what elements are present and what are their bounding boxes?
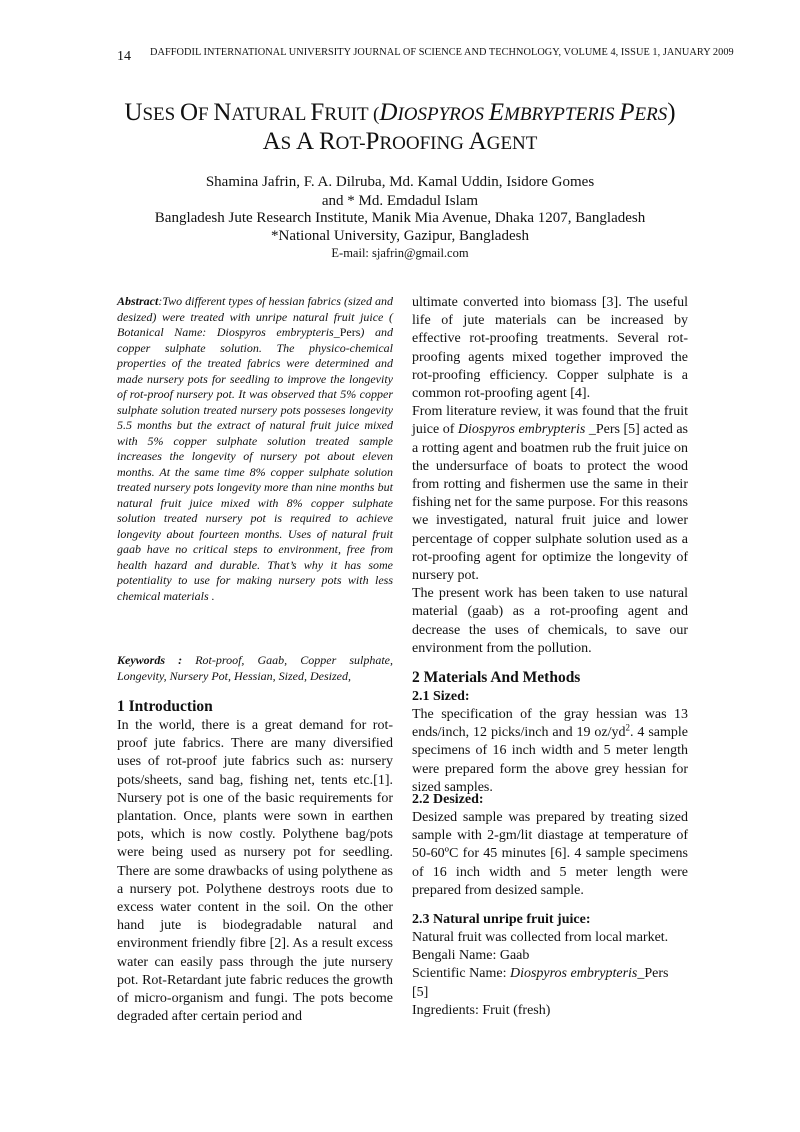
authors-line2: and * Md. Emdadul Islam — [321, 193, 479, 209]
authors-line1: Shamina Jafrin, F. A. Dilruba, Md. Kamal Uddin, Isidore Gomes — [205, 174, 595, 190]
right-column-text — [412, 294, 688, 658]
section-heading-methods: 2 Materials And Methods — [412, 669, 581, 686]
subsection-heading-sized: 2.1 Sized: — [412, 689, 470, 704]
fruit-juice-text: Natural fruit was collected from local market. Bengali Name: Gaab Scientific Name: Diospyros embrypteris_Pers [5] Ingredients: Fruit (fresh) — [412, 930, 669, 1018]
page-number: 14 — [117, 49, 131, 64]
paper-title-line1: USES OF NATURAL FRUIT (DIOSPYROS EMBRYPTERIS PERS) — [124, 99, 676, 126]
paragraph: ultimate converted into biomass [3]. The useful life of jute materials can be increased by effective rot-proofing treatments. Several rot-proofing agents mixed together improved the rot-proofing efficiency. Copper sulphate is a common rot-proofing agent [4]. — [412, 295, 688, 402]
paragraph: The present work has been taken to use natural material (gaab) as a rot-proofing agent and decrease the uses of chemicals, to save our environment from the pollution. — [412, 586, 688, 656]
abstract: Abstract:Two different types of hessian fabrics (sized and desized) were treated with unripe natural fruit juice ( Botanical Name: Diospyros embrypteris_Pers) and copper sulphate solution. The physico-chemical properties of the treated fabrics were determined and made nursery pots for seedling to improve the longevity of rot-proof nursery pot. It was observed that 5% copper sulphate solution treated nursery pots posseses longevity 5.5 months but the extract of natural fruit juice mixed with 5% copper sulphate solution treated sample increases the longevity of nursery pot about eleven months. At the same time 8% copper sulphate solution treated nursery pots longevity more than nine months but natural fruit juice mixed with 8% copper sulphate solution treated nursery pot is required to achieve longevity about fourteen months. Uses of natural fruit gaab have no critical steps to environment, free from health hazard and durable. That’s why it has some potentiality to use for making nursery pots with less chemical materials . — [117, 294, 393, 603]
desized-text: Desized sample was prepared by treating sized sample with 2-gm/lit diastage at temperature of 50-60ºC for 45 minutes [6]. 4 sample specimens of 16 inch width and 5 meter length were prepared from desized sample. — [412, 810, 688, 898]
subsection-heading-fruit-juice: 2.3 Natural unripe fruit juice: — [412, 912, 591, 927]
subsection-heading-desized: 2.2 Desized: — [412, 792, 484, 807]
paper-title-line2: AS A ROT-PROOFING AGENT — [262, 128, 538, 155]
section-heading-introduction: 1 Introduction — [117, 698, 213, 715]
keywords: Keywords : Rot-proof, Gaab, Copper sulphate, Longevity, Nursery Pot, Hessian, Sized, Desized, — [117, 653, 393, 683]
affiliation-1: Bangladesh Jute Research Institute, Manik Mia Avenue, Dhaka 1207, Bangladesh — [154, 210, 646, 226]
paragraph: From literature review, it was found that the fruit juice of Diospyros embrypteris _Pers [5] acted as a rotting agent and boatmen rub the fruit juice on the undersurface of boats to protect the wood from rotting and fishermen use the same in their fishing net for the same purpose. For this reasons we investigated, natural fruit juice and lower percentage of copper sulphate solution used as a rot-proofing agent for optimize the longevity of nursery pot. — [412, 404, 688, 584]
sized-text: The specification of the gray hessian was 13 ends/inch, 12 picks/inch and 19 $oz/yd^2$. 4 sample specimens of 16 inch width and 5 meter length were prepared form the above grey hessian for sized samples. — [412, 707, 688, 795]
affiliation-2: *National University, Gazipur, Bangladesh — [271, 228, 529, 244]
journal-header: DAFFODIL INTERNATIONAL UNIVERSITY JOURNAL OF SCIENCE AND TECHNOLOGY, VOLUME 4, ISSUE 1, JANUARY 2009 — [150, 47, 734, 58]
introduction-text: In the world, there is a great demand for rot-proof jute fabrics. There are many diversified uses of rot-proof jute fabrics such as: nursery pots/sheets, sand bag, fishing net, tents etc.[1]. Nursery pot is one of the basic requirements for plantation. Once, plants were sown in earthen pots, which is now costly. Polythene bag/pots were being used as nursery pot for seedling. There are some drawbacks of using polythene as a nursery pot. Polythene destroys roots due to excess water content in the soil. On the other hand jute is biodegradable natural and environment friendly fibre [2]. As a result excess water can easily pass through the jute nursery pot. Rot-Retardant jute fabric reduces the growth of micro-organism and fungi. The pots become degraded after certain period and — [117, 718, 393, 1025]
author-email: E-mail: sjafrin@gmail.com — [331, 246, 469, 260]
